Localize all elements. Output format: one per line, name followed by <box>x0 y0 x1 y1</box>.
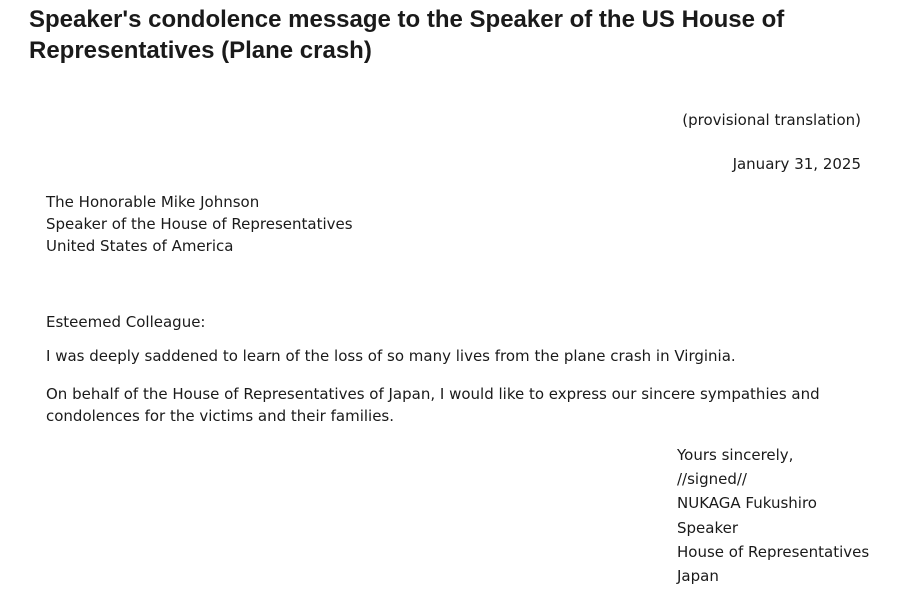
salutation: Esteemed Colleague: <box>46 313 206 331</box>
translation-note: (provisional translation) <box>682 111 861 129</box>
valediction: Yours sincerely, <box>677 446 794 464</box>
body-paragraph: On behalf of the House of Representatives of Japan, I would like to express our sincere sympathies and condolences for the victims and their families. <box>46 385 820 425</box>
addressee-name: The Honorable Mike Johnson <box>46 193 260 211</box>
signatory-name: NUKAGA Fukushiro <box>677 494 817 513</box>
page-title: Speaker's condolence message to the Speaker of the US House of Representatives (Plane crash) <box>29 6 785 64</box>
letter-date: January 31, 2025 <box>732 155 861 173</box>
addressee-country: United States of America <box>46 237 234 255</box>
signature-mark: //signed// <box>677 470 747 489</box>
closing-block <box>677 443 869 588</box>
addressee-title: Speaker of the House of Representatives <box>46 215 353 233</box>
signatory-country: Japan <box>677 567 719 586</box>
body-paragraph: I was deeply saddened to learn of the loss of so many lives from the plane crash in Virginia. <box>46 347 736 365</box>
signatory-position: Speaker <box>677 518 739 537</box>
signatory-institution: House of Representatives <box>677 542 870 561</box>
addressee-block <box>46 191 353 257</box>
